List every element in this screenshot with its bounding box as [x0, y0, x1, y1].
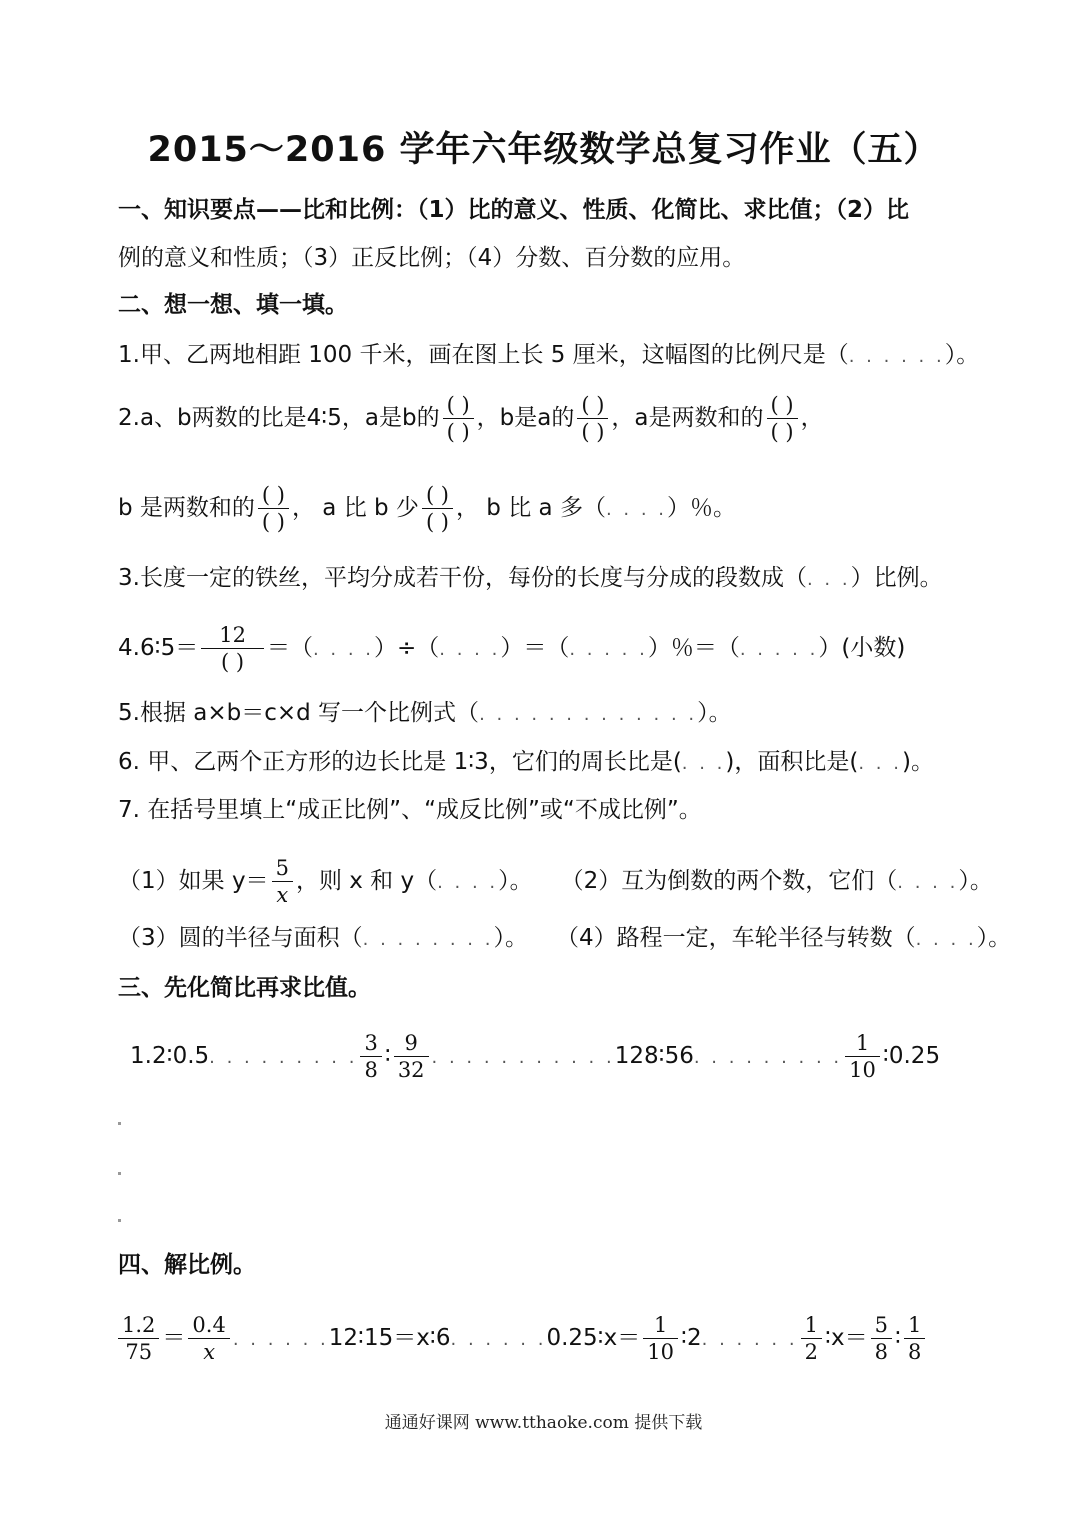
q7-4-end: ）。 [976, 925, 1012, 951]
q4-text-e: ）％＝（ [647, 635, 740, 661]
equation-2: 12∶15＝x∶6 [328, 1325, 451, 1351]
q3-text: 3.长度一定的铁丝，平均分成若干份，每份的长度与分成的段数成（ [118, 565, 807, 591]
section2-heading: 二、想一想、填一填。 [118, 292, 348, 318]
equation-1-frac-a: $\frac{1.2}{75}$ [118, 1312, 159, 1365]
footer-source: 通通好课网 www.tthaoke.com 提供下载 [384, 1413, 703, 1433]
q6-text: 6. 甲、乙两个正方形的边长比是 1∶3，它们的周长比是( [118, 749, 682, 775]
section1-line2: 例的意义和性质；（3）正反比例；（4）分数、百分数的应用。 [118, 245, 746, 271]
q4-blank[interactable]: . . . . [312, 639, 374, 660]
q2-text-a: 2.a、b两数的比是4∶5，a是b的 [118, 405, 440, 431]
question-2-line2 [118, 482, 987, 535]
q3-blank[interactable]: . . . [806, 569, 851, 590]
q4-text-b: ＝（ [266, 635, 313, 661]
work-space-mark [118, 1219, 121, 1222]
q5-text: 5.根据 a×b＝c×d 写一个比例式（ [118, 700, 480, 726]
equation-3-rest: ∶2 [681, 1325, 702, 1351]
question-2-line1: 2.a、b两数的比是4∶5，a是b的 $\frac{( )}{( )}$ ，b是a的 $\frac{( )}{( )}$ ，a是两数和的 $\frac{( )}{( )}$ ， [118, 393, 824, 444]
work-space-mark [118, 1122, 121, 1125]
ratio-problem-2-colon: ∶ [384, 1043, 391, 1069]
ratio-problem-2-frac-b: $\frac{9}{32}$ [394, 1030, 429, 1083]
section1-line1: 一、知识要点——比和比例：（1）比的意义、性质、化简比、求比值；（2）比 [118, 197, 910, 223]
q7-1-end: ）。 [498, 868, 533, 894]
equation-4-frac-a: $\frac{1}{2}$ [801, 1312, 822, 1365]
blank-fraction[interactable]: $\frac{( )}{( )}$ [443, 392, 474, 445]
q7-2-text: （2）互为倒数的两个数，它们（ [560, 868, 898, 894]
q2-text-e: ， a 比 b 少 [291, 495, 419, 521]
equation-4-frac-b: $\frac{5}{8}$ [871, 1312, 892, 1365]
question-1 [118, 339, 987, 373]
q1-blank[interactable]: . . . . . . [848, 346, 945, 367]
q7-1-blank[interactable]: . . . . [437, 872, 499, 893]
ratio-problem-3: 128∶56 [614, 1043, 694, 1069]
blank-fraction[interactable]: $\frac{( )}{( )}$ [577, 392, 608, 445]
q1-end: ）。 [944, 342, 980, 368]
q6-blank[interactable]: . . . [681, 753, 726, 774]
q2-text-d: b 是两数和的 [118, 495, 255, 521]
q2-text-c: ，a是两数和的 [611, 405, 764, 431]
ratio-problem-2-frac-a: $\frac{3}{8}$ [360, 1030, 381, 1083]
q2-text-g: ）％。 [667, 495, 737, 521]
q4-text-d: ）＝（ [500, 635, 570, 661]
q7-3-blank[interactable]: . . . . . . . . [362, 929, 494, 950]
ratio-problem-1: 1.2∶0.5 [130, 1043, 210, 1069]
q4-blank[interactable]: . . . . . [739, 639, 819, 660]
blank-fraction[interactable]: $\frac{( )}{( )}$ [422, 482, 453, 535]
equation-1-frac-b: $\frac{0.4}{x}$ [188, 1312, 229, 1365]
q6-end: )。 [901, 749, 934, 775]
section3-heading: 三、先化简比再求比值。 [118, 975, 371, 1001]
q4-blank[interactable]: . . . . [439, 639, 501, 660]
work-space-mark [118, 1172, 121, 1175]
q4-text-c: ）÷（ [374, 635, 440, 661]
question-4 [118, 622, 987, 675]
q7-1-text-b: ，则 x 和 y（ [295, 868, 438, 894]
q7-2-end: ）。 [958, 868, 993, 894]
equation-3-frac: $\frac{1}{10}$ [643, 1312, 678, 1365]
q2-text-f: ， b 比 a 多（ [456, 495, 606, 521]
blank-fraction[interactable]: $\frac{( )}{( )}$ [258, 482, 289, 535]
section3-problems: 1.2∶0.5. . . . . . . . . $\frac{3}{8}$ ∶ $\frac{9}{32}$ . . . . . . . . . . .128∶56. . . . . . . . . $\frac{1}{10}$ ∶0.25 [130, 1031, 941, 1082]
equation-4-text: ∶x＝ [824, 1325, 868, 1351]
q6-mid: )，面积比是( [725, 749, 859, 775]
q6-blank[interactable]: . . . [858, 753, 902, 774]
ratio-problem-4-frac: $\frac{1}{10}$ [845, 1030, 880, 1083]
q2-text-b: ，b是a的 [476, 405, 575, 431]
question-5 [118, 697, 987, 731]
q1-text: 1.甲、乙两地相距 100 千米，画在图上长 5 厘米，这幅图的比例尺是（ [118, 342, 849, 368]
section4-problems: $\frac{1.2}{75}$ ＝ $\frac{0.4}{x}$ . . . . . .12∶15＝x∶6. . . . . .0.25∶x＝ $\frac{1}{10}$ ∶2. . . . . . $\frac{1}{2}$ ∶x＝ $\frac{5}{8}$ ∶ $\frac{1}{8}$ [118, 1312, 987, 1365]
question-7-1-2 [118, 855, 993, 908]
q7-4-blank[interactable]: . . . . [915, 929, 977, 950]
question-7: 7. 在括号里填上“成正比例”、“成反比例”或“不成比例”。 [118, 797, 702, 823]
q4-text-a: 4.6∶5＝ [118, 635, 199, 661]
q7-3-end: ）。 [493, 925, 528, 951]
q2-blank[interactable]: . . . . [605, 499, 668, 520]
equation-3-text: 0.25∶x＝ [546, 1325, 641, 1351]
question-3 [118, 562, 987, 596]
blank-fraction[interactable]: $\frac{( )}{( )}$ [767, 392, 798, 445]
q7-1-fraction: $\frac{5}{x}$ [272, 855, 293, 908]
q7-1-text: （1）如果 y＝ [118, 868, 269, 894]
q4-text-f: ）(小数) [818, 635, 906, 661]
q7-2-blank[interactable]: . . . . [897, 872, 959, 893]
q7-3-text: （3）圆的半径与面积（ [118, 925, 363, 951]
q4-blank[interactable]: . . . . . [569, 639, 648, 660]
ratio-problem-4-rest: ∶0.25 [882, 1043, 941, 1069]
page-title: 2015～2016 学年六年级数学总复习作业（五） [147, 130, 940, 170]
q5-blank[interactable]: . . . . . . . . . . . . . [479, 704, 698, 725]
q7-4-text: （4）路程一定，车轮半径与转数（ [555, 925, 916, 951]
q5-end: ）。 [697, 700, 732, 726]
equation-4-frac-c: $\frac{1}{8}$ [904, 1312, 925, 1365]
section4-heading: 四、解比例。 [118, 1252, 256, 1278]
question-6 [118, 746, 987, 780]
q4-fraction[interactable]: $\frac{12}{( )}$ [201, 622, 264, 675]
question-7-3-4 [118, 922, 1012, 956]
q3-end: ）比例。 [850, 565, 943, 591]
